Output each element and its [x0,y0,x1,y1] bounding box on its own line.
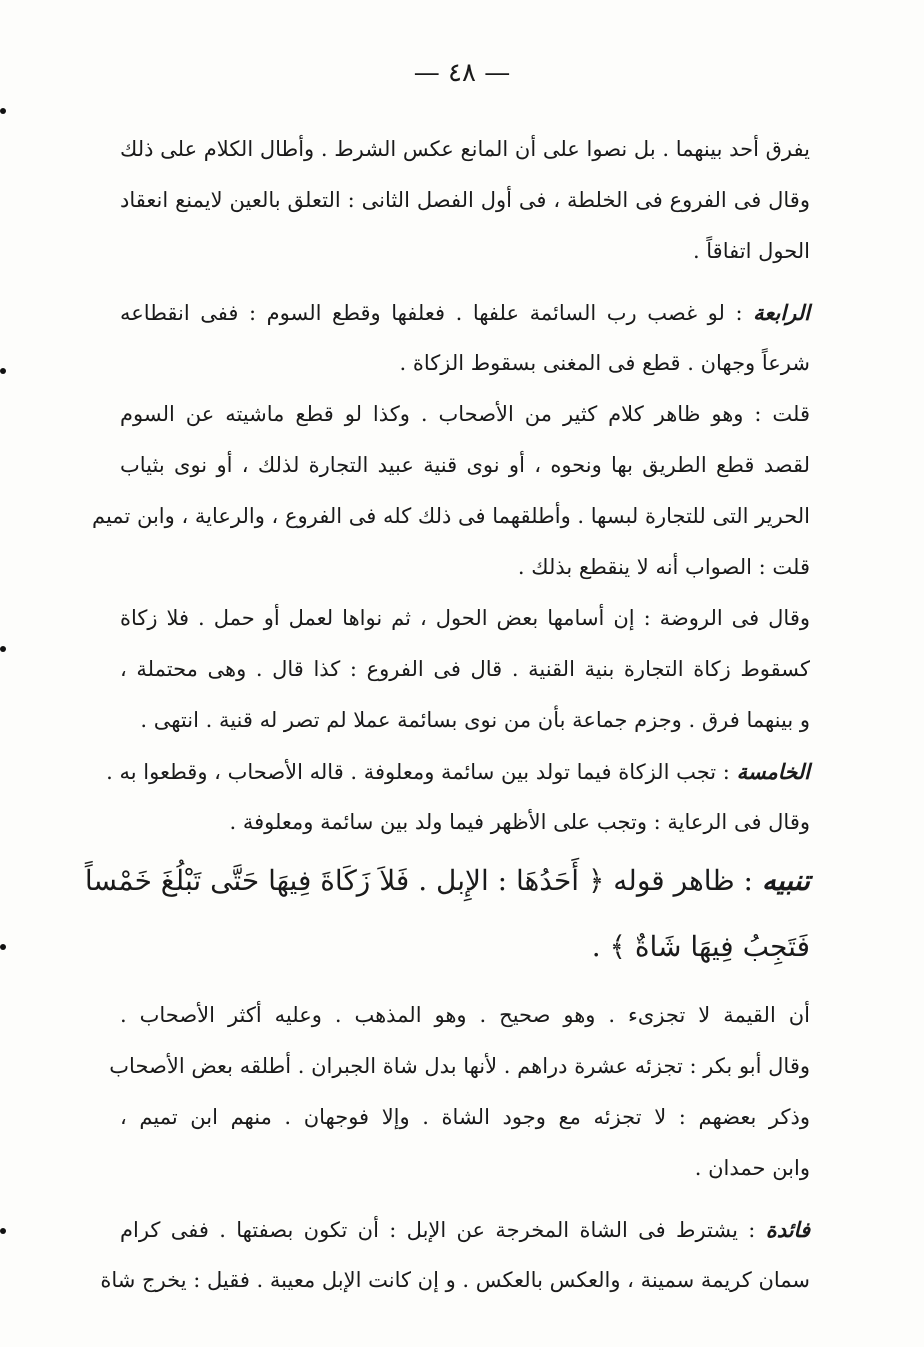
line-text: وابن حمدان . [694,1156,810,1180]
text-line [120,644,810,695]
line-text: قلت : الصواب أنه لا ينقطع بذلك . [517,555,810,579]
line-text: : ظاهر قوله ﴿ أَحَدُهَا : الإِبل . فَلاَ زَكَاةَ فِيهَا حَتَّى تَبْلُغَ خَمْساً [84,864,753,897]
text-line [120,226,810,277]
text-line [120,542,810,593]
line-text: وقال فى الفروع فى الخلطة ، فى أول الفصل الثانى : التعلق بالعين لايمنع انعقاد [120,188,810,212]
page-body [84,124,810,1306]
margin-mark [0,368,6,374]
text-line [120,797,810,848]
line-text: وقال فى الروضة : إن أسامها بعض الحول ، ثم نواها لعمل أو حمل . فلا زكاة [120,606,810,630]
section-lead: الخامسة [736,759,810,784]
text-line [120,124,810,175]
line-text: قلت : وهو ظاهر كلام كثير من الأصحاب . وكذا لو قطع ماشيته عن السوم [120,402,810,426]
text-line [120,593,810,644]
quran-verse-line [120,914,810,980]
text-line [120,1092,810,1143]
line-text: الحول اتفاقاً . [692,239,810,263]
line-text: وقال فى الرعاية : وتجب على الأظهر فيما ولد بين سائمة ومعلوفة . [229,810,810,834]
line-text: و بينهما فرق . وجزم جماعة بأن من نوى بسائمة عملا لم تصر له قنية . انتهى . [140,708,810,732]
text-line [120,1204,810,1255]
text-line [120,175,810,226]
text-line [120,338,810,389]
text-line [120,695,810,746]
text-line [91,491,810,542]
line-text: : تجب الزكاة فيما تولد بين سائمة ومعلوفة . قاله الأصحاب ، وقطعوا به . [106,760,730,784]
section-lead: فائدة [765,1217,810,1242]
text-line [120,389,810,440]
text-line [109,1041,810,1092]
line-text: : لو غصب رب السائمة علفها . فعلفها وقطع السوم : ففى انقطاعه [120,301,743,325]
margin-mark [0,944,6,950]
page-number: — ٤٨ — [413,58,511,88]
section-lead: الرابعة [753,300,810,325]
text-line [100,1255,810,1306]
margin-mark [0,1228,6,1234]
line-text: فَتَجِبُ فِيهَا شَاةٌ ﴾ . [591,930,810,963]
margin-mark [0,646,6,652]
text-line [120,440,810,491]
quran-verse-line [84,848,810,914]
text-line [120,1143,810,1194]
line-text: الحرير التى للتجارة لبسها . وأطلقهما فى ذلك كله فى الفروع ، والرعاية ، وابن تميم [91,504,810,528]
text-line [120,287,810,338]
section-lead: تنبيه [761,864,810,897]
text-line [120,990,810,1041]
line-text: وذكر بعضهم : لا تجزئه مع وجود الشاة . وإلا فوجهان . منهم ابن تميم ، [120,1105,810,1129]
text-line [106,746,810,797]
line-text: أن القيمة لا تجزىء . وهو صحيح . وهو المذهب . وعليه أكثر الأصحاب . [120,1003,810,1027]
line-text: يفرق أحد بينهما . بل نصوا على أن المانع عكس الشرط . وأطال الكلام على ذلك [120,137,810,161]
line-text: : يشترط فى الشاة المخرجة عن الإبل : أن تكون بصفتها . ففى كرام [120,1218,756,1242]
margin-mark [0,108,6,114]
line-text: وقال أبو بكر : تجزئه عشرة دراهم . لأنها بدل شاة الجبران . أطلقه بعض الأصحاب [109,1054,810,1078]
line-text: سمان كريمة سمينة ، والعكس بالعكس . و إن كانت الإبل معيبة . فقيل : يخرج شاة [100,1268,810,1292]
line-text: لقصد قطع الطريق بها ونحوه ، أو نوى قنية عبيد التجارة لذلك ، أو نوى بثياب [120,453,810,477]
line-text: شرعاً وجهان . قطع فى المغنى بسقوط الزكاة . [399,351,810,375]
line-text: كسقوط زكاة التجارة بنية القنية . قال فى الفروع : كذا قال . وهى محتملة ، [120,657,810,681]
